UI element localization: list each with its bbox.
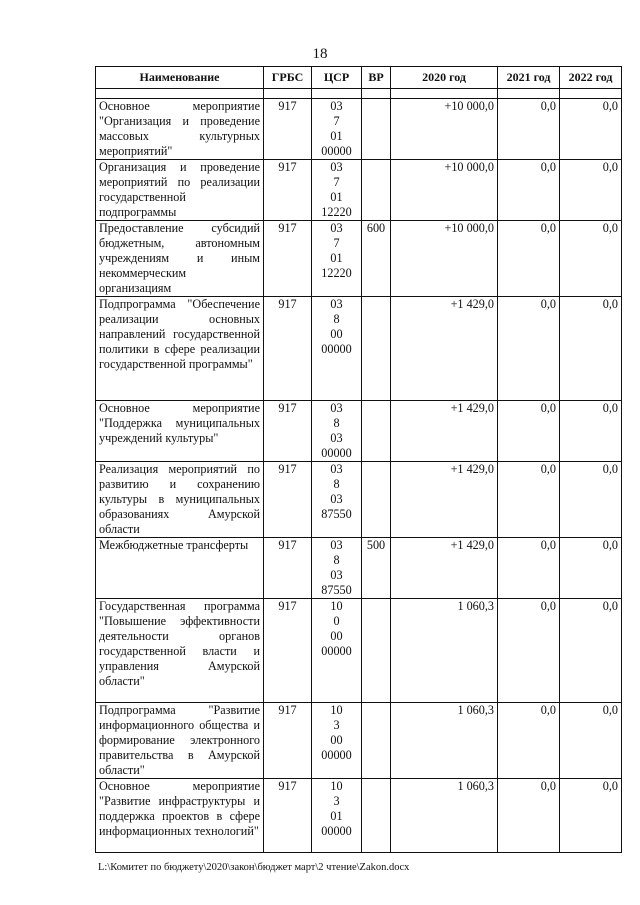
cell-csr: 03 7 01 00000 — [312, 99, 362, 160]
cell-y2022: 0,0 — [560, 703, 622, 779]
cell-y2021: 0,0 — [498, 462, 560, 538]
cell-grbs: 917 — [264, 779, 312, 853]
cell-vr — [362, 401, 391, 462]
cell-vr — [362, 599, 391, 703]
table-row — [96, 160, 622, 221]
table-spacer-row — [96, 89, 622, 99]
cell-y2020: +10 000,0 — [391, 221, 498, 297]
cell-csr: 03 8 03 87550 — [312, 538, 362, 599]
cell-name: Подпрограмма "Развитие информационного общества и формирование электронного правительства в Амурской области" — [96, 703, 264, 779]
cell-csr: 10 0 00 00000 — [312, 599, 362, 703]
cell-vr — [362, 779, 391, 853]
cell-csr: 03 7 01 12220 — [312, 221, 362, 297]
cell-name: Подпрограмма "Обеспечение реализации основных направлений государственной политики в сфере реализации государственной программы" — [96, 297, 264, 401]
table-row — [96, 703, 622, 779]
cell-y2021: 0,0 — [498, 160, 560, 221]
table-row — [96, 538, 622, 599]
cell-y2021: 0,0 — [498, 401, 560, 462]
cell-y2020: +10 000,0 — [391, 160, 498, 221]
cell-csr: 03 8 00 00000 — [312, 297, 362, 401]
cell-name: Основное мероприятие "Организация и проведение массовых культурных мероприятий" — [96, 99, 264, 160]
cell-grbs: 917 — [264, 99, 312, 160]
cell-grbs: 917 — [264, 599, 312, 703]
table-body — [96, 89, 622, 853]
cell-csr: 10 3 00 00000 — [312, 703, 362, 779]
cell-grbs: 917 — [264, 703, 312, 779]
cell-csr: 03 8 03 00000 — [312, 401, 362, 462]
table-header-row — [96, 67, 622, 89]
cell-y2020: +1 429,0 — [391, 538, 498, 599]
cell-y2022: 0,0 — [560, 221, 622, 297]
file-path-footer: L:\Комитет по бюджету\2020\закон\бюджет март\2 чтение\Zakon.docx — [98, 862, 410, 873]
cell-grbs: 917 — [264, 297, 312, 401]
cell-y2021: 0,0 — [498, 221, 560, 297]
cell-y2022: 0,0 — [560, 160, 622, 221]
cell-csr: 03 8 03 87550 — [312, 462, 362, 538]
cell-vr — [362, 297, 391, 401]
col-header-grbs: ГРБС — [264, 67, 312, 89]
cell-y2020: 1 060,3 — [391, 599, 498, 703]
cell-name: Основное мероприятие "Поддержка муниципальных учреждений культуры" — [96, 401, 264, 462]
cell-y2020: 1 060,3 — [391, 779, 498, 853]
cell-grbs: 917 — [264, 401, 312, 462]
cell-y2020: +1 429,0 — [391, 462, 498, 538]
cell-vr — [362, 703, 391, 779]
cell-grbs: 917 — [264, 160, 312, 221]
cell-y2021: 0,0 — [498, 599, 560, 703]
cell-y2022: 0,0 — [560, 401, 622, 462]
cell-vr: 500 — [362, 538, 391, 599]
cell-csr: 03 7 01 12220 — [312, 160, 362, 221]
cell-vr — [362, 99, 391, 160]
cell-name: Межбюджетные трансферты — [96, 538, 264, 599]
cell-y2021: 0,0 — [498, 538, 560, 599]
cell-y2020: +10 000,0 — [391, 99, 498, 160]
cell-y2022: 0,0 — [560, 99, 622, 160]
cell-name: Основное мероприятие "Развитие инфраструктуры и поддержка проектов в сфере информационных технологий" — [96, 779, 264, 853]
cell-name: Предоставление субсидий бюджетным, автономным учреждениям и иным некоммерческим организациям — [96, 221, 264, 297]
table-row — [96, 779, 622, 853]
table-row — [96, 221, 622, 297]
table-row — [96, 401, 622, 462]
cell-y2020: +1 429,0 — [391, 401, 498, 462]
col-header-csr: ЦСР — [312, 67, 362, 89]
cell-y2022: 0,0 — [560, 297, 622, 401]
cell-grbs: 917 — [264, 462, 312, 538]
cell-name: Реализация мероприятий по развитию и сохранению культуры в муниципальных образованиях Амурской области — [96, 462, 264, 538]
cell-y2022: 0,0 — [560, 779, 622, 853]
table-row — [96, 462, 622, 538]
col-header-name: Наименование — [96, 67, 264, 89]
cell-grbs: 917 — [264, 538, 312, 599]
cell-name: Организация и проведение мероприятий по реализации государственной подпрограммы — [96, 160, 264, 221]
cell-y2020: 1 060,3 — [391, 703, 498, 779]
budget-table — [95, 66, 622, 853]
table-row — [96, 599, 622, 703]
cell-csr: 10 3 01 00000 — [312, 779, 362, 853]
cell-vr: 600 — [362, 221, 391, 297]
cell-vr — [362, 160, 391, 221]
cell-y2022: 0,0 — [560, 538, 622, 599]
cell-name: Государственная программа "Повышение эффективности деятельности органов государственной власти и управления Амурской области" — [96, 599, 264, 703]
page-number: 18 — [312, 46, 328, 62]
cell-vr — [362, 462, 391, 538]
table-row — [96, 99, 622, 160]
cell-y2022: 0,0 — [560, 599, 622, 703]
cell-y2021: 0,0 — [498, 99, 560, 160]
cell-y2021: 0,0 — [498, 297, 560, 401]
cell-y2022: 0,0 — [560, 462, 622, 538]
table-row — [96, 297, 622, 401]
col-header-2020: 2020 год — [391, 67, 498, 89]
col-header-vr: ВР — [362, 67, 391, 89]
col-header-2021: 2021 год — [498, 67, 560, 89]
cell-y2020: +1 429,0 — [391, 297, 498, 401]
cell-y2021: 0,0 — [498, 703, 560, 779]
cell-y2021: 0,0 — [498, 779, 560, 853]
cell-grbs: 917 — [264, 221, 312, 297]
col-header-2022: 2022 год — [560, 67, 622, 89]
